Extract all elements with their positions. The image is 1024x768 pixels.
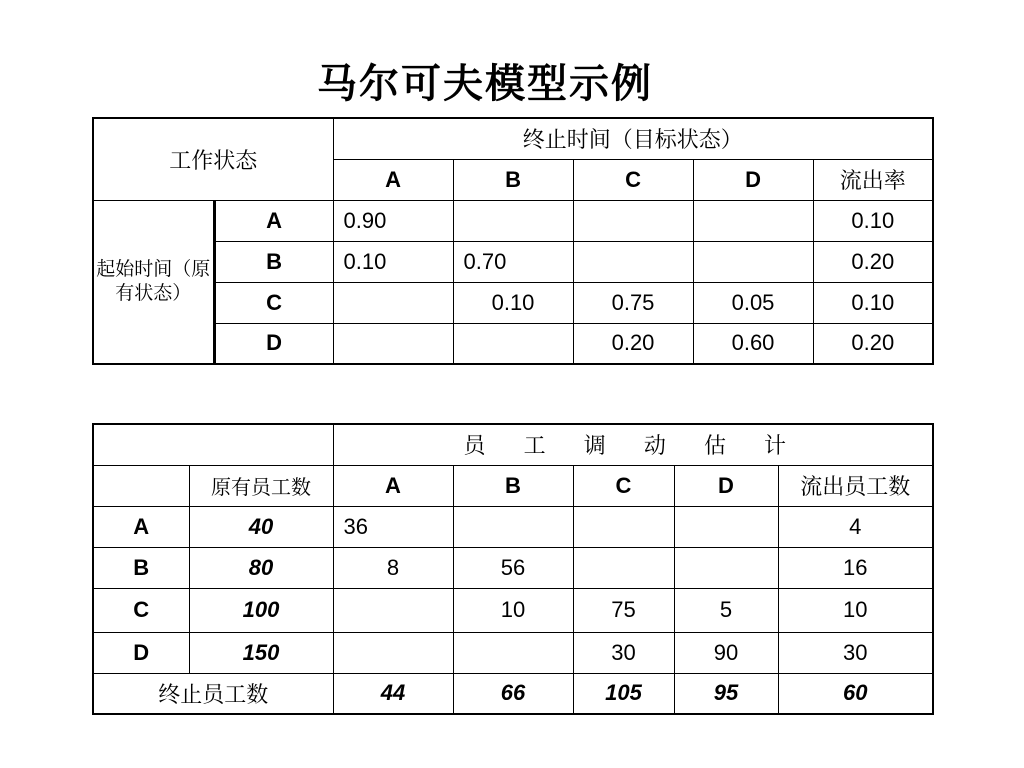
table-cell: 4 [778,506,933,547]
start-time-header: 起始时间（原有状态） [93,200,214,364]
original-staff-count: 100 [189,588,333,632]
staff-estimate-header: 员 工 调 动 估 计 [333,424,933,465]
total-cell: 95 [674,673,778,714]
total-cell: 66 [453,673,573,714]
work-state-label: 工作状态 [93,118,333,200]
table-cell [453,632,573,673]
table-cell: 0.20 [813,323,933,364]
table-cell [693,200,813,241]
original-staff-count: 150 [189,632,333,673]
row-label: D [214,323,333,364]
table-cell [333,632,453,673]
col-header-b: B [453,159,573,200]
table-cell: 0.05 [693,282,813,323]
table-cell: 36 [333,506,453,547]
table-cell: 0.70 [453,241,573,282]
empty-cell [93,465,189,506]
table-cell: 16 [778,547,933,588]
table-cell [453,200,573,241]
table-cell [333,588,453,632]
table-row [93,282,933,323]
original-staff-header: 原有员工数 [189,465,333,506]
table-cell: 5 [674,588,778,632]
col-header-d: D [693,159,813,200]
table-row [93,200,933,241]
table-cell [573,506,674,547]
table-cell: 8 [333,547,453,588]
table-cell: 90 [674,632,778,673]
col-header-d: D [674,465,778,506]
table-cell [453,323,573,364]
table-cell: 0.10 [453,282,573,323]
table-cell: 0.10 [333,241,453,282]
total-cell: 105 [573,673,674,714]
table-row [93,547,933,588]
row-label: A [214,200,333,241]
table-cell: 0.90 [333,200,453,241]
table-cell [573,547,674,588]
table-cell [573,200,693,241]
original-staff-count: 80 [189,547,333,588]
table-cell [573,241,693,282]
table-row [93,323,933,364]
totals-row [93,673,933,714]
row-label: B [214,241,333,282]
page-title: 马尔可夫模型示例 [317,60,653,107]
empty-corner-cell [93,424,333,465]
col-header-c: C [573,159,693,200]
table-cell: 0.20 [573,323,693,364]
col-header-outflow-staff: 流出员工数 [778,465,933,506]
table-cell: 56 [453,547,573,588]
row-label: A [93,506,189,547]
table-cell [693,241,813,282]
table-cell [674,547,778,588]
table-cell [333,282,453,323]
table-cell: 75 [573,588,674,632]
row-label: D [93,632,189,673]
table-cell: 0.10 [813,200,933,241]
table-row [93,506,933,547]
row-label: B [93,547,189,588]
row-label: C [93,588,189,632]
end-time-header: 终止时间（目标状态） [333,118,933,159]
table-row [93,588,933,632]
table-cell [453,506,573,547]
table-cell: 0.20 [813,241,933,282]
table-cell [674,506,778,547]
table-row [93,241,933,282]
total-cell: 44 [333,673,453,714]
table-cell: 0.75 [573,282,693,323]
original-staff-count: 40 [189,506,333,547]
total-cell: 60 [778,673,933,714]
transition-matrix-table [92,117,934,365]
col-header-a: A [333,159,453,200]
table-cell: 0.60 [693,323,813,364]
table-cell: 10 [778,588,933,632]
table-cell: 10 [453,588,573,632]
col-header-c: C [573,465,674,506]
col-header-b: B [453,465,573,506]
table-cell [333,323,453,364]
table-cell: 30 [778,632,933,673]
table-row [93,632,933,673]
table-cell: 0.10 [813,282,933,323]
staff-movement-table [92,423,934,715]
total-staff-label: 终止员工数 [93,673,333,714]
col-header-outflow-rate: 流出率 [813,159,933,200]
table-cell: 30 [573,632,674,673]
col-header-a: A [333,465,453,506]
row-label: C [214,282,333,323]
